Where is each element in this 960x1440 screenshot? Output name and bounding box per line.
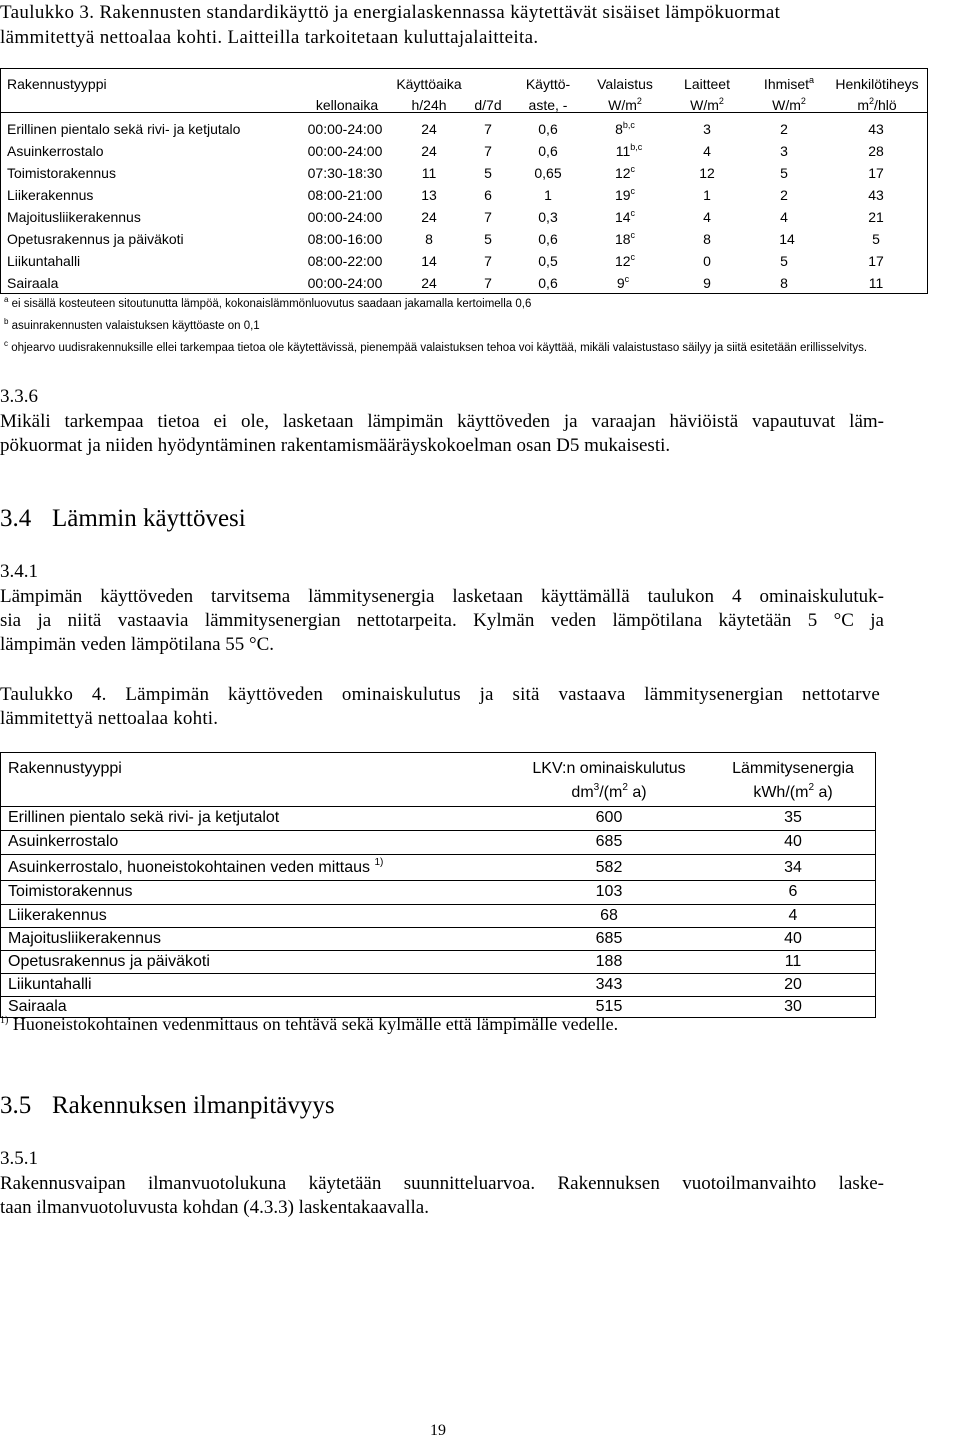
row-days: 6 <box>484 187 492 203</box>
table3-caption-line1: Taulukko 3. Rakennusten standardikäyttö ja energialaskennassa käytettävät sisäiset lämpökuormat <box>0 2 781 23</box>
table-row <box>1 881 875 904</box>
row-people: 2 <box>780 121 788 137</box>
row-devices: 3 <box>703 121 711 137</box>
table-row <box>1 118 927 140</box>
table4 <box>0 752 876 1018</box>
row-name: Sairaala <box>8 998 67 1015</box>
th-clock: kellonaika <box>315 97 379 113</box>
row-energy: 35 <box>784 809 802 826</box>
th-people-unit: $W/m^2$ <box>772 96 806 113</box>
table3-caption-line2: lämmitettyä nettoalaa kohti. Laitteilla tarkoitetaan kuluttajalaitteita. <box>0 27 539 48</box>
row-devices: 8 <box>703 231 711 247</box>
row-hours: 8 <box>425 231 433 247</box>
row-hours: 24 <box>421 209 437 225</box>
th-hours: h/24h <box>411 97 447 113</box>
th-devices-unit: $W/m^2$ <box>690 96 724 113</box>
row-consumption: 68 <box>600 907 618 924</box>
paragraph-line: sia ja niitä vastaavia lämmitysenergian nettotarpeita. Kylmän veden lämpötilana käytetään 5 °C ja <box>0 610 884 631</box>
th-consumption: LKV:n ominaiskulutus <box>532 760 686 777</box>
row-devices: 12 <box>699 165 715 181</box>
table-row <box>1 272 927 294</box>
th-people: Ihmiset$^a$ <box>763 75 815 92</box>
th-rate-unit: aste, - <box>528 97 568 113</box>
row-name: Liikerakennus <box>7 187 94 203</box>
row-lighting: 12$^c$ <box>614 164 636 181</box>
row-days: 5 <box>484 165 492 181</box>
row-energy: 34 <box>784 859 802 876</box>
row-people: 8 <box>780 275 788 291</box>
row-lighting: 18$^c$ <box>614 230 636 247</box>
row-consumption: 600 <box>595 809 623 826</box>
row-devices: 9 <box>703 275 711 291</box>
table-row <box>1 140 927 162</box>
row-name: Majoitusliikerakennus <box>7 209 141 225</box>
row-people: 5 <box>780 253 788 269</box>
row-energy: 20 <box>784 976 802 993</box>
table3 <box>0 68 928 294</box>
table-row <box>1 250 927 272</box>
paragraph-line: Mikäli tarkempaa tietoa ei ole, lasketaan lämpimän käyttöveden ja varaajan häviöistä vapautuvat läm- <box>0 411 884 432</box>
row-rate: 0,6 <box>538 121 558 137</box>
table-row <box>1 831 875 854</box>
row-density: 21 <box>868 209 884 225</box>
row-name: Asuinkerrostalo, huoneistokohtainen veden mittaus $^{1)}$ <box>8 857 384 876</box>
section-number-3-4-1: 3.4.1 <box>0 561 38 582</box>
row-rate: 0,65 <box>534 165 562 181</box>
row-name: Majoitusliikerakennus <box>8 930 161 947</box>
row-energy: 4 <box>788 907 798 924</box>
th-lighting-unit: $W/m^2$ <box>608 96 642 113</box>
paragraph-line: taan ilmanvuotoluvusta kohdan (4.3.3) laskentakaavalla. <box>0 1197 429 1218</box>
row-lighting: 8$^{b,c}$ <box>615 120 635 137</box>
table3-footnote-c: $^c$ ohjearvo uudisrakennuksille ellei tarkempaa tietoa ole käytettävissä, pienempää valaistuksen tehoa voi käyttää, mikäli valaistustaso säilyy ja siitä esitetään erillisselvitys. <box>4 339 868 354</box>
row-lighting: 9$^c$ <box>616 274 630 291</box>
table-row <box>1 928 875 950</box>
row-time: 00:00-24:00 <box>307 275 383 291</box>
row-hours: 24 <box>421 275 437 291</box>
row-consumption: 103 <box>595 883 623 900</box>
row-time: 08:00-21:00 <box>307 187 383 203</box>
table3-footnote-b: $^b$ asuinrakennusten valaistuksen käyttöaste on 0,1 <box>4 317 260 332</box>
row-density: 43 <box>868 121 884 137</box>
row-rate: 0,6 <box>538 275 558 291</box>
paragraph-line: Rakennusvaipan ilmanvuotolukuna käytetään suunnitteluarvoa. Rakennuksen vuotoilmanvaihto laske- <box>0 1173 884 1194</box>
paragraph-3-3-6 <box>0 410 884 458</box>
row-density: 17 <box>868 165 884 181</box>
paragraph-line: Lämpimän käyttöveden tarvitsema lämmitysenergia lasketaan käyttämällä taulukon 4 ominaiskulutuk- <box>0 586 884 607</box>
table3-caption <box>0 0 900 50</box>
row-days: 7 <box>484 143 492 159</box>
row-lighting: 14$^c$ <box>614 208 636 225</box>
row-time: 07:30-18:30 <box>307 165 383 181</box>
table-row <box>1 162 927 184</box>
row-people: 4 <box>780 209 788 225</box>
row-consumption: 515 <box>595 998 623 1015</box>
row-density: 5 <box>872 231 880 247</box>
paragraph-line: pökuormat ja niiden hyödyntäminen rakentamismääräyskokoelman osan D5 mukaisesti. <box>0 435 671 456</box>
row-days: 7 <box>484 121 492 137</box>
table-row <box>1 855 875 880</box>
section-number-3-3-6: 3.3.6 <box>0 386 38 407</box>
th-lighting: Valaistus <box>597 76 653 92</box>
table3-footnote-a: $^a$ ei sisällä kosteuteen sitoutunutta lämpöä, kokonaislämmönluovutus saadaan jakamalla kertoimella 0,6 <box>4 295 532 310</box>
row-energy: 6 <box>788 883 798 900</box>
row-name: Erillinen pientalo sekä rivi- ja ketjutalot <box>8 809 280 826</box>
row-days: 7 <box>484 275 492 291</box>
row-lighting: 12$^c$ <box>614 252 636 269</box>
row-days: 7 <box>484 253 492 269</box>
row-hours: 24 <box>421 121 437 137</box>
row-energy: 40 <box>784 930 802 947</box>
row-name: Liikuntahalli <box>8 976 92 993</box>
table-row <box>1 974 875 996</box>
paragraph-3-5-1 <box>0 1172 884 1220</box>
row-name: Liikuntahalli <box>7 253 81 269</box>
th-building-type: Rakennustyyppi <box>7 76 107 92</box>
row-rate: 0,5 <box>538 253 558 269</box>
th-devices: Laitteet <box>684 76 730 92</box>
row-name: Liikerakennus <box>8 907 107 924</box>
row-devices: 1 <box>703 187 711 203</box>
table4-footnote: $^{1)}$ Huoneistokohtainen vedenmittaus on tehtävä sekä kylmälle että lämpimälle vedelle. <box>0 1014 619 1034</box>
row-people: 14 <box>779 231 795 247</box>
row-devices: 4 <box>703 209 711 225</box>
th-building-type: Rakennustyyppi <box>8 760 122 777</box>
row-consumption: 343 <box>595 976 623 993</box>
table-row <box>1 206 927 228</box>
row-hours: 13 <box>421 187 437 203</box>
row-rate: 0,6 <box>538 231 558 247</box>
row-time: 00:00-24:00 <box>307 121 383 137</box>
th-usage-time: Käyttöaika <box>396 76 462 92</box>
table-row <box>1 905 875 927</box>
th-usage-rate: Käyttö- <box>525 76 571 92</box>
row-energy: 11 <box>784 953 802 970</box>
row-devices: 4 <box>703 143 711 159</box>
row-consumption: 582 <box>595 859 623 876</box>
row-consumption: 685 <box>595 833 623 850</box>
row-name: Erillinen pientalo sekä rivi- ja ketjutalo <box>7 121 241 137</box>
row-consumption: 685 <box>595 930 623 947</box>
row-hours: 24 <box>421 143 437 159</box>
row-name: Asuinkerrostalo <box>7 143 104 159</box>
row-time: 08:00-22:00 <box>307 253 383 269</box>
section-heading-3-5: 3.5 Rakennuksen ilmanpitävyys <box>0 1092 335 1119</box>
row-lighting: 19$^c$ <box>614 186 636 203</box>
section-number-3-5-1: 3.5.1 <box>0 1148 38 1169</box>
th-days: d/7d <box>474 97 502 113</box>
row-energy: 30 <box>784 998 802 1015</box>
th-occupancy-unit: $m^2$/hlö <box>857 96 897 113</box>
row-density: 28 <box>868 143 884 159</box>
row-hours: 14 <box>421 253 437 269</box>
th-energy-unit: kWh/($m^2$ a) <box>753 782 833 801</box>
table3-header-divider <box>1 112 927 113</box>
paragraph-3-4-1 <box>0 585 884 657</box>
row-rate: 1 <box>544 187 552 203</box>
table4-caption-line2: lämmitettyä nettoalaa kohti. <box>0 708 219 729</box>
row-energy: 40 <box>784 833 802 850</box>
row-name: Sairaala <box>7 275 59 291</box>
table4-caption <box>0 683 880 731</box>
row-density: 17 <box>868 253 884 269</box>
row-time: 00:00-24:00 <box>307 209 383 225</box>
th-energy: Lämmitysenergia <box>732 760 854 777</box>
table4-caption-line1: Taulukko 4. Lämpimän käyttöveden ominaiskulutus ja sitä vastaava lämmitysenergian nettotarve <box>0 684 880 705</box>
row-people: 3 <box>780 143 788 159</box>
table-row <box>1 228 927 250</box>
row-days: 7 <box>484 209 492 225</box>
row-density: 43 <box>868 187 884 203</box>
table-row <box>1 184 927 206</box>
row-name: Opetusrakennus ja päiväkoti <box>7 231 184 247</box>
th-occupancy: Henkilötiheys <box>835 76 919 92</box>
row-people: 5 <box>780 165 788 181</box>
section-heading-3-4: 3.4 Lämmin käyttövesi <box>0 505 246 532</box>
paragraph-line: lämpimän veden lämpötilana 55 °C. <box>0 634 275 655</box>
row-hours: 11 <box>421 165 437 181</box>
row-time: 08:00-16:00 <box>307 231 383 247</box>
table-row <box>1 807 875 830</box>
row-name: Toimistorakennus <box>7 165 116 181</box>
row-name: Asuinkerrostalo <box>8 833 119 850</box>
row-rate: 0,6 <box>538 143 558 159</box>
row-devices: 0 <box>703 253 711 269</box>
row-time: 00:00-24:00 <box>307 143 383 159</box>
th-consumption-unit: $dm^3/(m^2$ a) <box>571 782 647 801</box>
row-name: Toimistorakennus <box>8 883 133 900</box>
row-name: Opetusrakennus ja päiväkoti <box>8 953 210 970</box>
row-consumption: 188 <box>595 953 623 970</box>
row-days: 5 <box>484 231 492 247</box>
page-number: 19 <box>430 1422 446 1439</box>
row-lighting: 11$^{b,c}$ <box>615 142 643 159</box>
table-row <box>1 951 875 973</box>
row-people: 2 <box>780 187 788 203</box>
row-rate: 0,3 <box>538 209 558 225</box>
row-density: 11 <box>868 275 884 291</box>
